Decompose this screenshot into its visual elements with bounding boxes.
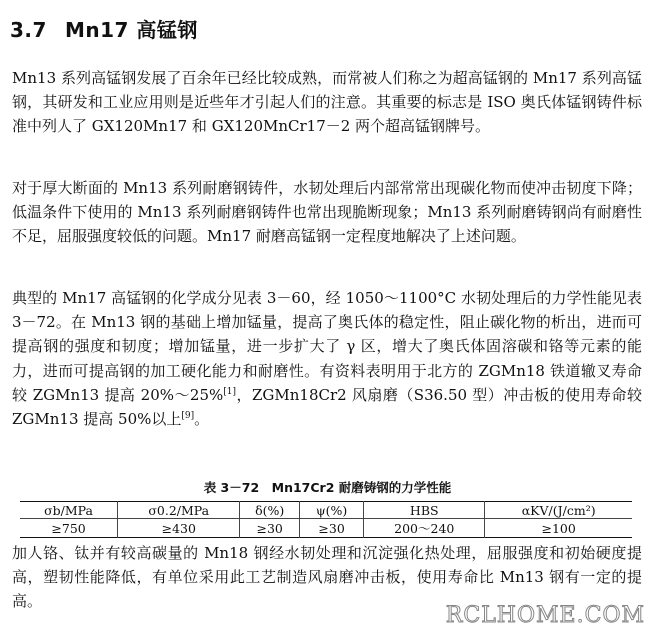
table-caption: 表 3－72 Mn17Cr2 耐磨铸钢的力学性能 [203, 480, 452, 495]
paragraph-2: 对于厚大断面的 Mn13 系列耐磨钢铸件，水韧处理后内部常常出现碳化物而使冲击韧度下降；低温条件下使用的 Mn13 系列耐磨钢铸件也常出现脆断现象；Mn13 系列耐磨铸钢尚有耐磨性不足，屈服强度较低的问题。Mn17 耐磨高锰钢一定程度地解决了上述问题。 [12, 179, 642, 246]
citation-ref-1: [1] [223, 386, 237, 397]
watermark-text: RCLHOME.COM [445, 603, 645, 628]
table-header-row [20, 502, 632, 519]
mechanical-properties-table [20, 501, 632, 538]
section-number: 3.7 [10, 18, 47, 42]
paragraph-1: Mn13 系列高锰钢发展了百余年已经比较成熟，而常被人们称之为超高锰钢的 Mn17 系列高锰钢，其研发和工业应用则是近些年才引起人们的注意。其重要的标志是 ISO 奥氏体锰钢铸件标准中列人了 GX120Mn17 和 GX120MnCr17－2 两个超高锰钢牌号。 [12, 69, 642, 136]
header-yield-strength: σ0.2/MPa [118, 502, 240, 519]
header-tensile-strength: σb/MPa [44, 502, 93, 518]
paragraph-3-text-a: 典型的 Mn17 高锰钢的化学成分见表 3－60，经 1050～1100°C 水韧处理后的力学性能见表 3－72。在 Mn13 钢的基础上增加锰量，提高了奥氏体的稳定性，阻止碳化物的析出，进而可提高钢的强度和韧度；增加锰量，进一步扩大了 γ 区，增大了奥氏体固溶碳和铬等元素的能力，进而可提高钢的加工硬化能力和耐磨性。有资料表明用于北方的 ZGMn18 铁道辙叉寿命较 ZGMn13 提高 20%～25% [12, 289, 642, 404]
paragraph-3-text-b: ，ZGMn18Cr2 风扇磨（S36.50 型）冲击板的使用寿命较 ZGMn13 提高 50%以上 [12, 385, 642, 429]
header-impact-toughness: αKV/(J/cm²) [485, 502, 632, 519]
paragraph-3 [12, 286, 642, 431]
cell-impact-toughness: ≥100 [485, 519, 632, 538]
cell-reduction-of-area: ≥30 [300, 519, 364, 538]
table-row [20, 519, 632, 538]
cell-elongation: ≥30 [240, 519, 300, 538]
paragraph-4: 加人铬、钛并有较高碳量的 Mn18 钢经水韧处理和沉淀强化热处理，屈服强度和初始硬度提高，塑韧性能降低，有单位采用此工艺制造风扇磨冲击板，使用寿命比 Mn13 钢有一定的提高。 [12, 544, 642, 611]
section-heading [10, 14, 198, 43]
paragraph-3-text-c: 。 [194, 410, 210, 429]
header-elongation: δ(%) [240, 502, 300, 519]
cell-hardness: 200～240 [364, 519, 485, 538]
cell-yield-strength: ≥430 [118, 519, 240, 538]
header-hardness: HBS [364, 502, 485, 519]
header-reduction-of-area: ψ(%) [300, 502, 364, 519]
citation-ref-9: [9] [181, 411, 195, 422]
cell-tensile-strength: ≥750 [51, 520, 86, 536]
section-title: Mn17 高锰钢 [64, 18, 198, 42]
